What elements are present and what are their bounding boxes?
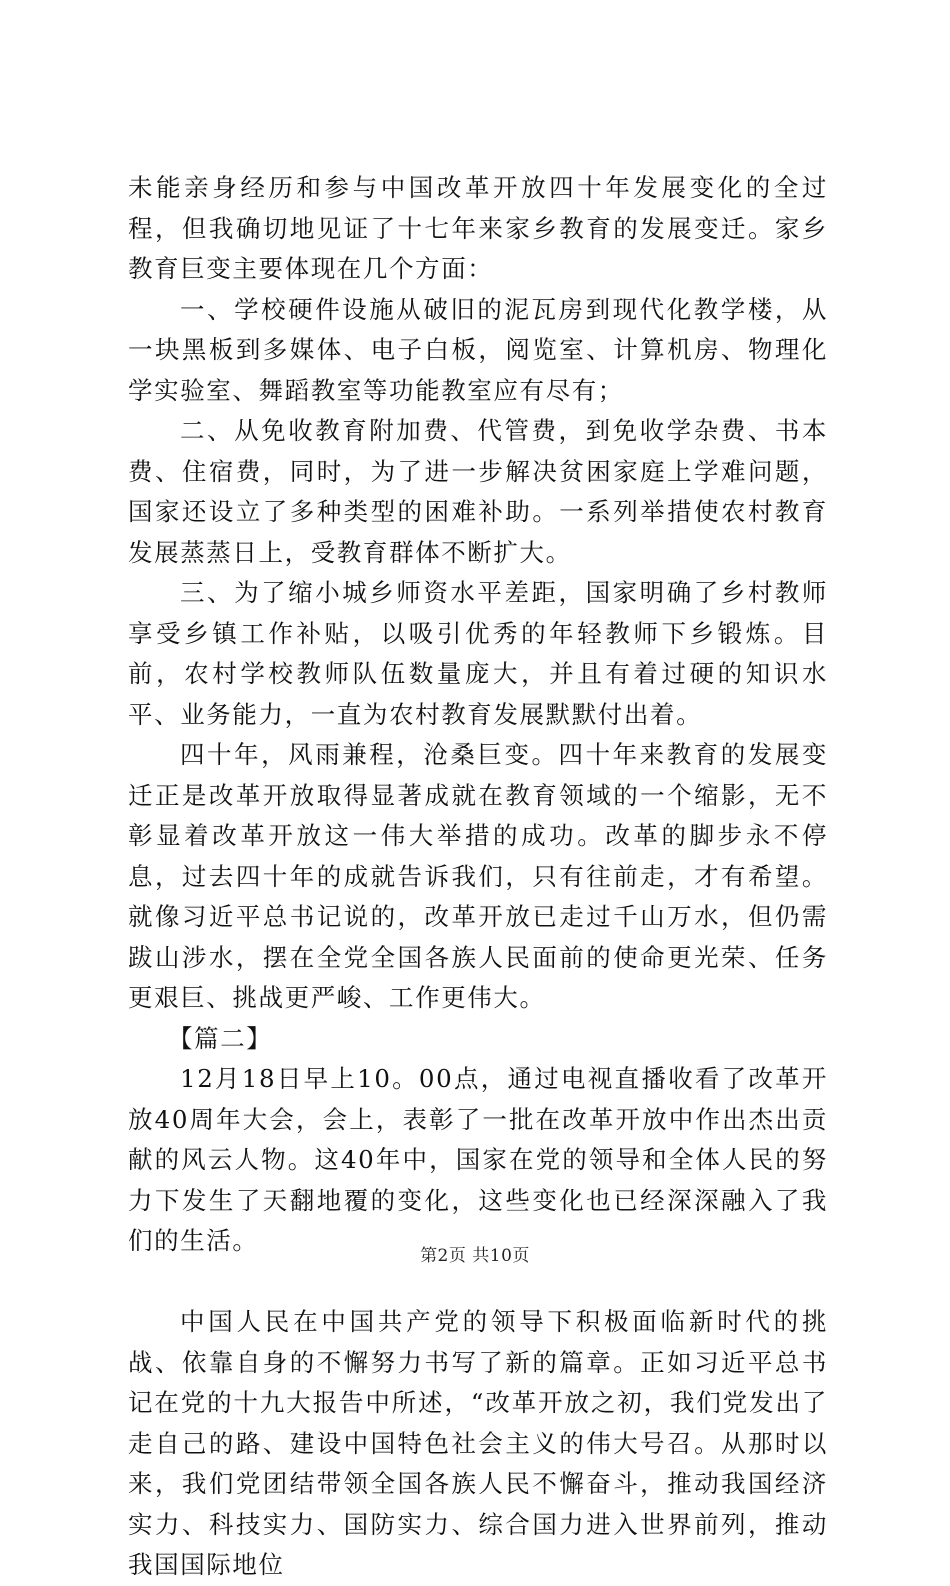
- paragraph-intro: 未能亲身经历和参与中国改革开放四十年发展变化的全过程，但我确切地见证了十七年来家乡教育的发展变迁。家乡教育巨变主要体现在几个方面：: [128, 173, 828, 283]
- paragraph-part2-intro: 12月18日早上10。00点，通过电视直播收看了改革开放40周年大会，会上，表彰了一批在改革开放中作出杰出贡献的风云人物。这40年中，国家在党的领导和全体人民的努力下发生了天翻地覆的变化，这些变化也已经深深融入了我们的生活。: [128, 1064, 828, 1255]
- section-heading: 【篇二】: [168, 1023, 273, 1053]
- document-body: [128, 168, 828, 1586]
- paragraph-part2-body: 中国人民在中国共产党的领导下积极面临新时代的挑战、依靠自身的不懈努力书写了新的篇章。正如习近平总书记在党的十九大报告中所述，“改革开放之初，我们党发出了走自己的路、建设中国特色社会主义的伟大号召。从那时以来，我们党团结带领全国各族人民不懈奋斗，推动我国经济实力、科技实力、国防实力、综合国力进入世界前列，推动我国国际地位: [128, 1307, 828, 1579]
- paragraph-point-2: 二、从免收教育附加费、代管费，到免收学杂费、书本费、住宿费，同时，为了进一步解决贫困家庭上学难问题，国家还设立了多种类型的困难补助。一系列举措使农村教育发展蒸蒸日上，受教育群体不断扩大。: [128, 416, 828, 567]
- paragraph-point-1: 一、学校硬件设施从破旧的泥瓦房到现代化教学楼，从一块黑板到多媒体、电子白板，阅览室、计算机房、物理化学实验室、舞蹈教室等功能教室应有尽有；: [128, 294, 828, 405]
- paragraph-conclusion: 四十年，风雨兼程，沧桑巨变。四十年来教育的发展变迁正是改革开放取得显著成就在教育领域的一个缩影，无不彰显着改革开放这一伟大举措的成功。改革的脚步永不停息，过去四十年的成就告诉我们，只有往前走，才有希望。就像习近平总书记说的，改革开放已走过千山万水，但仍需跋山涉水，摆在全党全国各族人民面前的使命更光荣、任务更艰巨、挑战更严峻、工作更伟大。: [128, 740, 828, 1012]
- paragraph-point-3: 三、为了缩小城乡师资水平差距，国家明确了乡村教师享受乡镇工作补贴，以吸引优秀的年轻教师下乡锻炼。目前，农村学校教师队伍数量庞大，并且有着过硬的知识水平、业务能力，一直为农村教育发展默默付出着。: [128, 578, 828, 729]
- page-indicator: 第2页 共10页: [420, 1246, 530, 1266]
- paragraph-spacer: [128, 1262, 828, 1303]
